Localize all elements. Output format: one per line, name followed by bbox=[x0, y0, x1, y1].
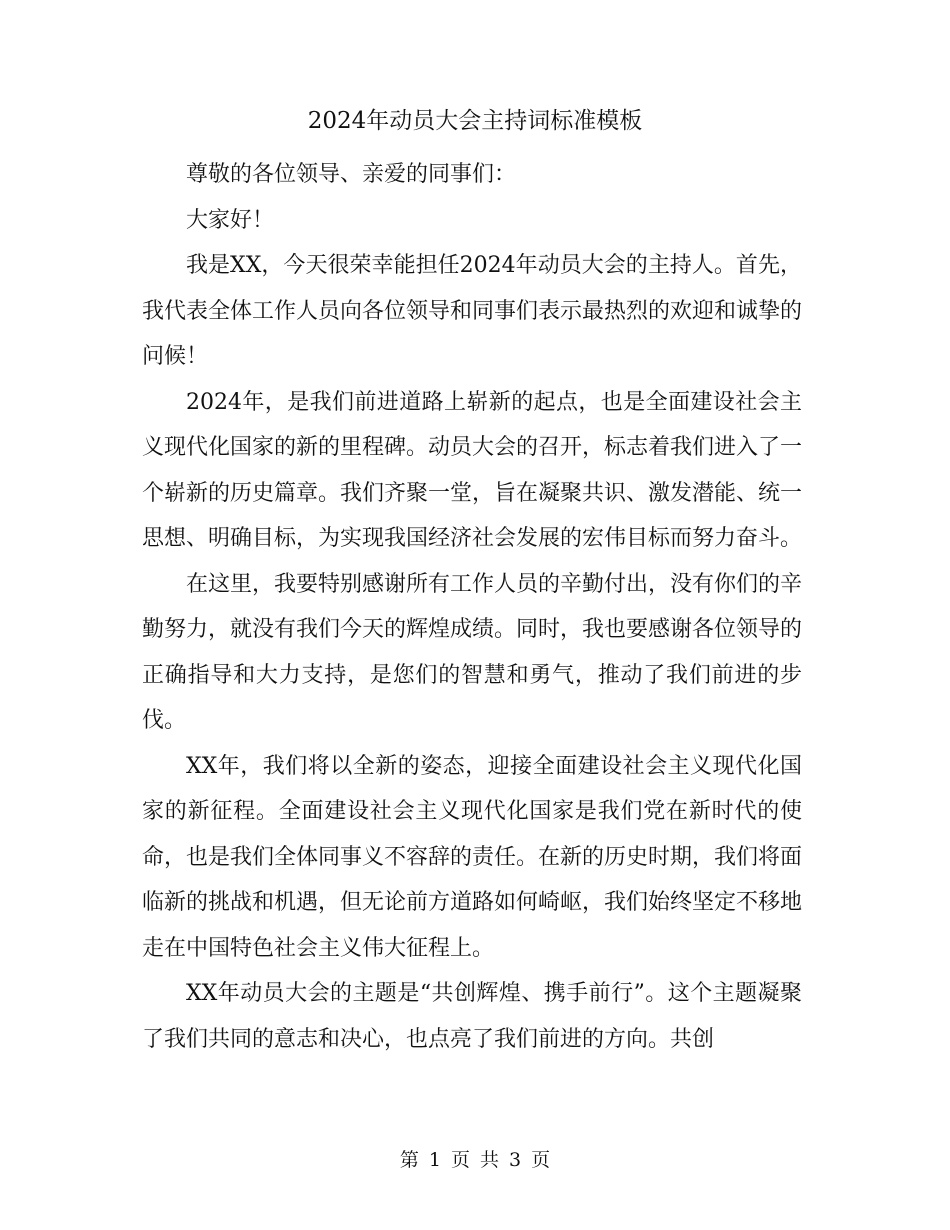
footer-page-mid: 页 bbox=[450, 1149, 470, 1171]
document-body bbox=[142, 152, 802, 1062]
footer-total-suffix: 页 bbox=[531, 1149, 551, 1171]
paragraph-introduction: 我是XX，今天很荣幸能担任2024年动员大会的主持人。首先，我代表全体工作人员向各位领导和同事们表示最热烈的欢迎和诚挚的问候！ bbox=[142, 253, 803, 369]
paragraph-mission: XX年，我们将以全新的姿态，迎接全面建设社会主义现代化国家的新征程。全面建设社会主义现代化国家是我们党在新时代的使命，也是我们全体同事义不容辞的责任。在新的历史时期，我们将面临新的挑战和机遇，但无论前方道路如何崎岖，我们始终坚定不移地走在中国特色社会主义伟大征程上。 bbox=[142, 753, 803, 961]
document-title: 2024年动员大会主持词标准模板 bbox=[307, 108, 643, 134]
page-footer bbox=[0, 1146, 950, 1174]
paragraph-theme: XX年动员大会的主题是“共创辉煌、携手前行”。这个主题凝聚了我们共同的意志和决心，也点亮了我们前进的方向。共创 bbox=[142, 981, 802, 1052]
footer-total-pages: 3 bbox=[509, 1149, 522, 1171]
paragraph-significance: 2024年，是我们前进道路上崭新的起点，也是全面建设社会主义现代化国家的新的里程碑。动员大会的召开，标志着我们进入了一个崭新的历史篇章。我们齐聚一堂，旨在凝聚共识、激发潜能、统一思想、明确目标，为实现我国经济社会发展的宏伟目标而努力奋斗。 bbox=[142, 389, 803, 551]
footer-total-prefix: 共 bbox=[480, 1149, 500, 1171]
paragraph-thanks: 在这里，我要特别感谢所有工作人员的辛勤付出，没有你们的辛勤努力，就没有我们今天的辉煌成绩。同时，我也要感谢各位领导的正确指导和大力支持，是您们的智慧和勇气，推动了我们前进的步伐。 bbox=[142, 571, 803, 733]
footer-page-prefix: 第 bbox=[399, 1149, 419, 1171]
footer-page-number: 1 bbox=[428, 1149, 441, 1171]
salutation: 尊敬的各位领导、亲爱的同事们： bbox=[186, 162, 517, 187]
greeting: 大家好！ bbox=[186, 207, 275, 233]
